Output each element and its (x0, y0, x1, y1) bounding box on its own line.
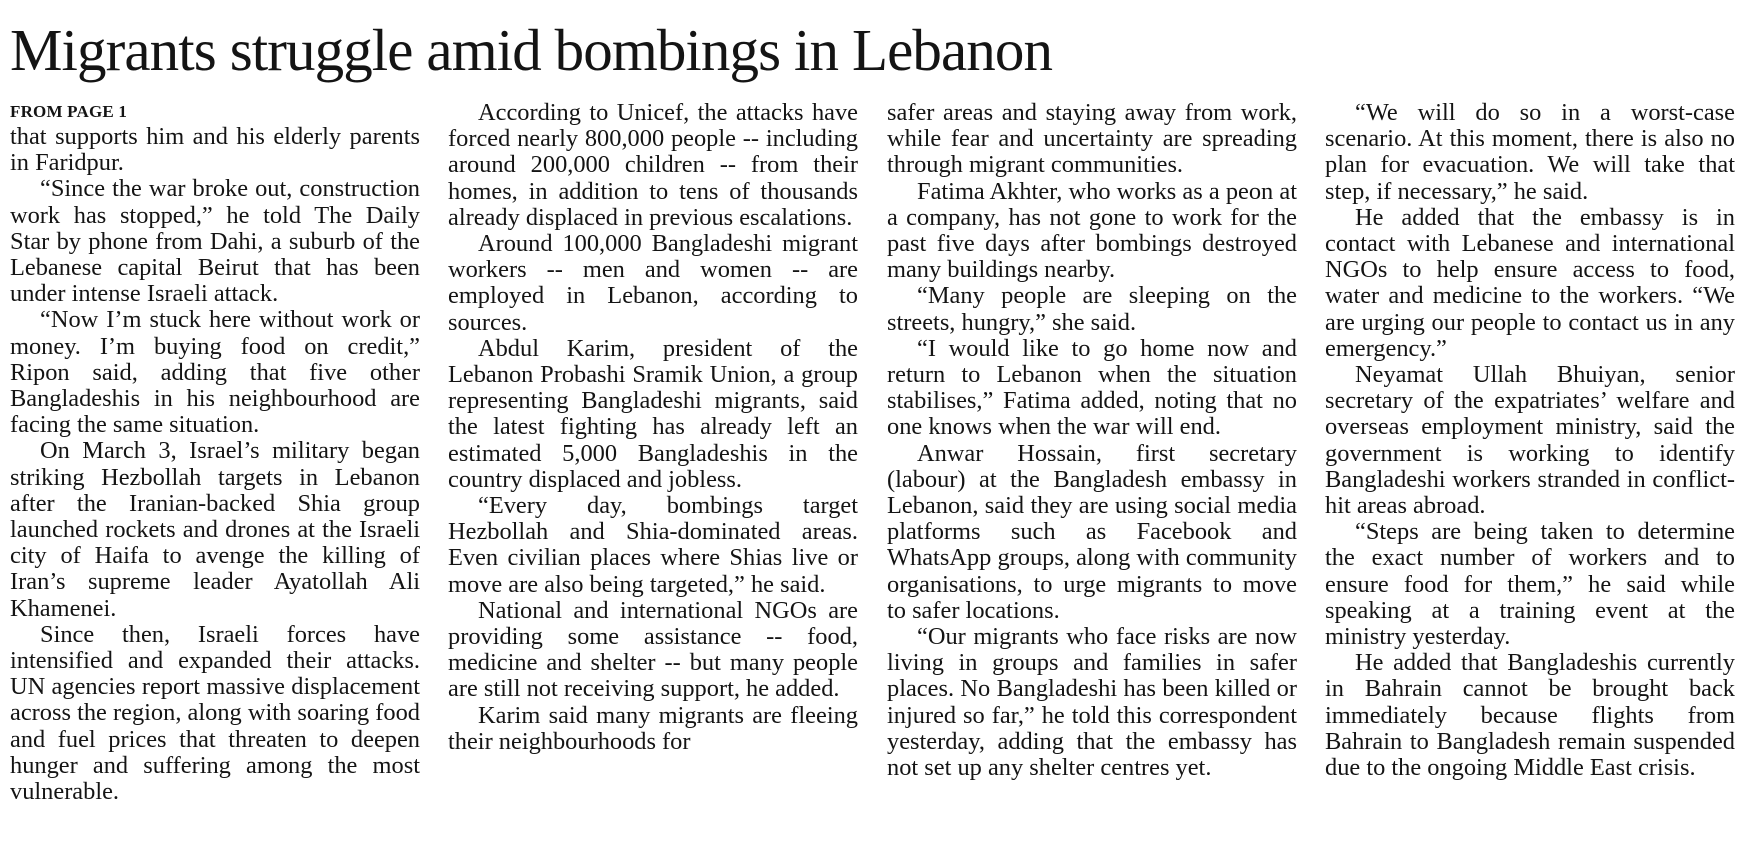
paragraph: On March 3, Israel’s military began striking Hezbollah targets in Lebanon after the Iranian-backed Shia group launched rockets and drones at the Israeli city of Haifa to avenge the killing of Iran’s supreme leader Ayatollah Ali Khamenei. (10, 437, 420, 622)
article-column-2 (448, 100, 858, 835)
paragraph: “Since the war broke out, construction work has stopped,” he told The Daily Star by phone from Dahi, a suburb of the Lebanese capital Beirut that has been under intense Israeli attack. (10, 175, 420, 308)
continuation-label: FROM PAGE 1 (10, 102, 128, 121)
paragraph: “Steps are being taken to determine the exact number of workers and to ensure food for them,” he said while speaking at a training event at the ministry yesterday. (1325, 518, 1735, 651)
paragraph: safer areas and staying away from work, while fear and uncertainty are spreading through migrant communities. (887, 100, 1297, 179)
paragraph: He added that the embassy is in contact with Lebanese and international NGOs to help ensure access to food, water and medicine to the workers. “We are urging our people to contact us in any emergency.” (1325, 203, 1735, 362)
paragraph: Fatima Akhter, who works as a peon at a company, has not gone to work for the past five days after bombings destroyed many buildings nearby. (887, 177, 1297, 284)
paragraph: Around 100,000 Bangladeshi migrant workers -- men and women -- are employed in Lebanon, according to sources. (448, 230, 858, 336)
paragraph: Since then, Israeli forces have intensified and expanded their attacks. UN agencies report massive displacement across the region, along with soaring food and fuel prices that threaten to deepen hunger and suffering among the most vulnerable. (10, 620, 420, 806)
paragraph: “Our migrants who face risks are now living in groups and families in safer places. No Bangladeshi has been killed or injured so far,” he told this correspondent yesterday, adding that the embassy has not set up any shelter centres yet. (887, 623, 1297, 782)
paragraph: “Every day, bombings target Hezbollah and Shia-dominated areas. Even civilian places where Shias live or move are also being targeted,” he said. (448, 492, 858, 598)
paragraph: Anwar Hossain, first secretary (labour) at the Bangladesh embassy in Lebanon, said they are using social media platforms such as Facebook and WhatsApp groups, along with community organisations, to urge migrants to move to safer locations. (887, 439, 1297, 624)
paragraph: Neyamat Ullah Bhuiyan, senior secretary of the expatriates’ welfare and overseas employment ministry, said the government is working to identify Bangladeshi workers stranded in conflict-hit areas abroad. (1325, 361, 1735, 520)
paragraph: According to Unicef, the attacks have forced nearly 800,000 people -- including around 200,000 children -- from their homes, in addition to tens of thousands already displaced in previous escalations. (448, 100, 858, 231)
article-column-1 (10, 100, 420, 835)
article-column-3 (887, 100, 1297, 835)
headline: Migrants struggle amid bombings in Lebanon (10, 17, 1053, 83)
paragraph: that supports him and his elderly parents in Faridpur. (10, 123, 420, 177)
paragraph: Abdul Karim, president of the Lebanon Probashi Sramik Union, a group representing Bangladeshi migrants, said the latest fighting has already left an estimated 5,000 Bangladeshis in the country displaced and jobless. (448, 334, 858, 493)
article-column-4 (1325, 100, 1735, 835)
paragraph: Karim said many migrants are fleeing their neighbourhoods for (448, 701, 858, 755)
paragraph: “Now I’m stuck here without work or money. I’m buying food on credit,” Ripon said, adding that five other Bangladeshis in his neighbourhood are facing the same situation. (10, 306, 420, 439)
paragraph: He added that Bangladeshis currently in Bahrain cannot be brought back immediately because flights from Bahrain to Bangladesh remain suspended due to the ongoing Middle East crisis. (1325, 649, 1735, 782)
paragraph: “I would like to go home now and return to Lebanon when the situation stabilises,” Fatima added, noting that no one knows when the war will end. (887, 334, 1297, 441)
article-body (10, 100, 1735, 835)
paragraph: “Many people are sleeping on the streets, hungry,” she said. (887, 282, 1297, 336)
paragraph: National and international NGOs are providing some assistance -- food, medicine and shelter -- but many people are still not receiving support, he added. (448, 596, 858, 703)
paragraph: “We will do so in a worst-case scenario. At this moment, there is also no plan for evacuation. We will take that step, if necessary,” he said. (1325, 100, 1735, 205)
